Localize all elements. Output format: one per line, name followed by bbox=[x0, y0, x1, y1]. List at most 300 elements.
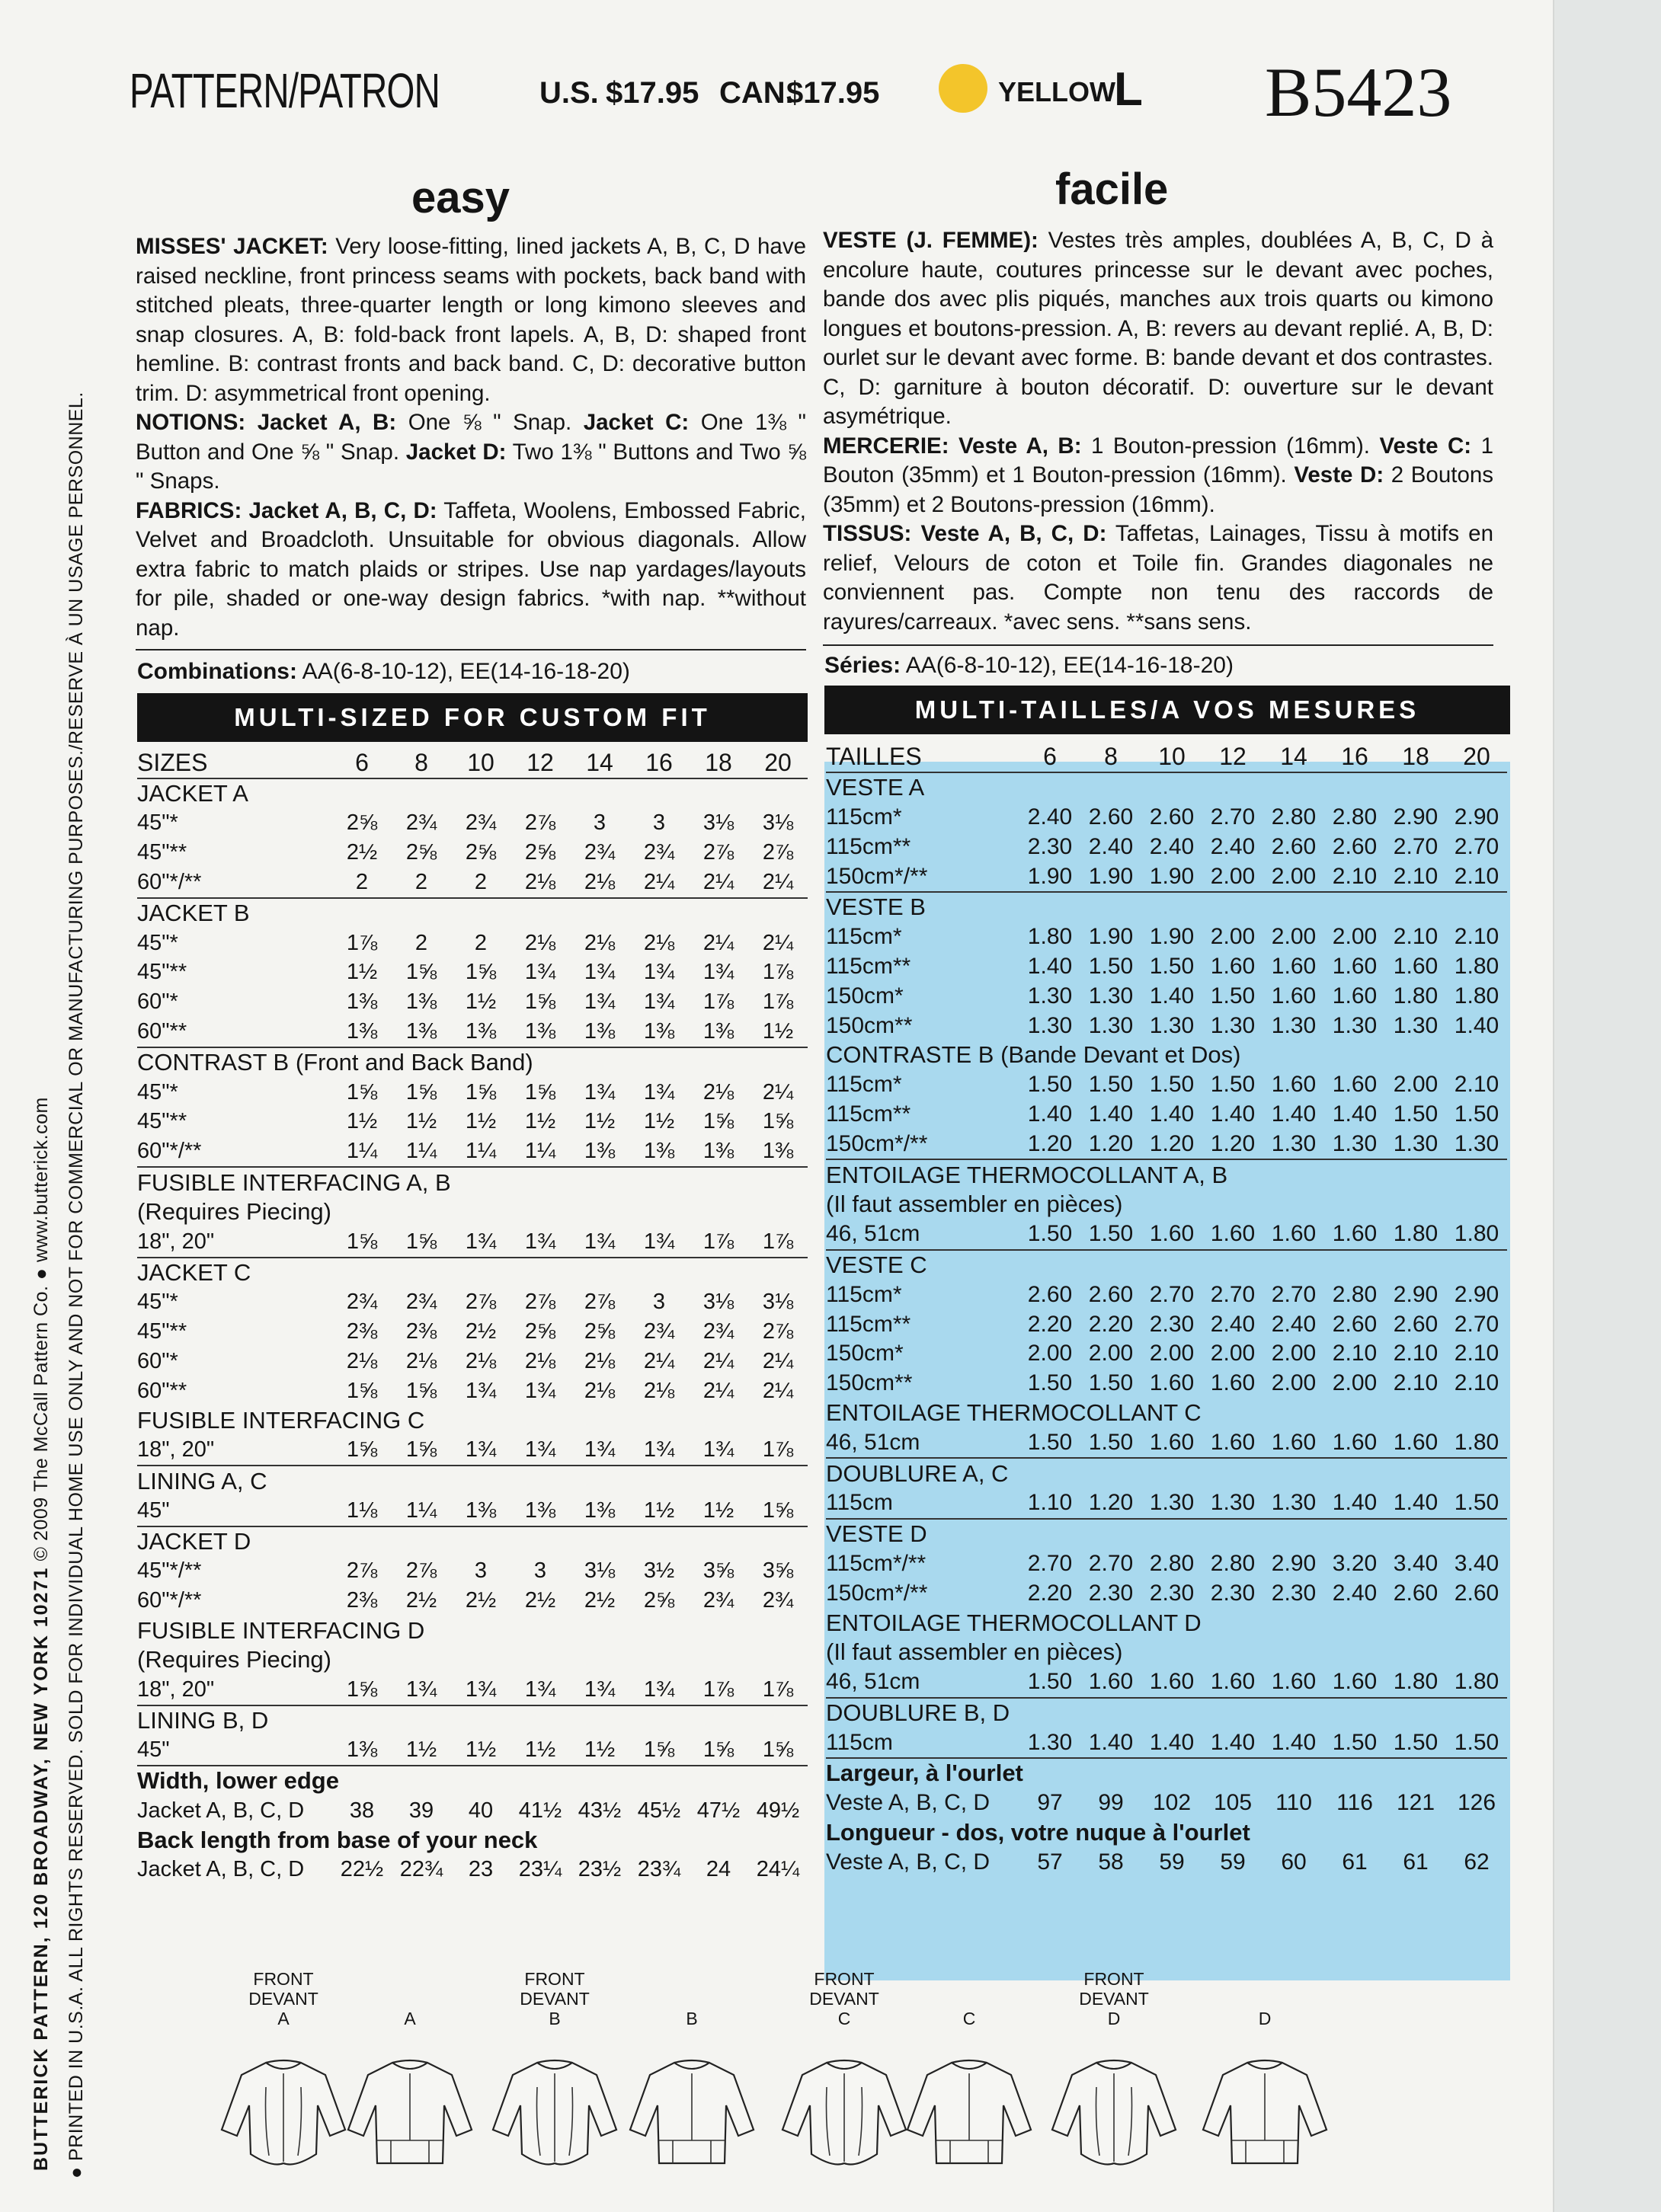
measure-value: 23½ bbox=[578, 1857, 622, 1882]
yardage-value: 1.40 bbox=[1149, 1101, 1195, 1127]
yardage-value: 2⅜ bbox=[346, 1588, 378, 1613]
yardage-value: 1¼ bbox=[346, 1139, 378, 1164]
yardage-value: 2.00 bbox=[1149, 1341, 1195, 1367]
fabric-width: 45"** bbox=[137, 960, 187, 985]
yardage-value: 2.30 bbox=[1149, 1580, 1195, 1606]
yardage-value: 2.90 bbox=[1454, 804, 1499, 830]
table-row bbox=[826, 1309, 1507, 1339]
yardage-value: 3 bbox=[533, 1558, 547, 1584]
yardage-value: 1⅝ bbox=[346, 1229, 378, 1254]
table-row bbox=[137, 1496, 808, 1526]
yardage-table-fr bbox=[826, 742, 1507, 1877]
group-title-row bbox=[826, 1040, 1507, 1070]
yardage-value: 2⅛ bbox=[465, 1348, 497, 1373]
yardage-value: 2¼ bbox=[643, 870, 675, 895]
yardage-value: 2.70 bbox=[1027, 1550, 1073, 1576]
view-front: FRONT bbox=[253, 1969, 314, 1989]
table-row bbox=[826, 1070, 1507, 1100]
yardage-value: 1.60 bbox=[1149, 1429, 1195, 1455]
yardage-value: 1¾ bbox=[524, 1677, 556, 1702]
page-right-edge bbox=[1553, 0, 1661, 2212]
divider bbox=[136, 649, 806, 650]
yardage-value: 2⅞ bbox=[584, 1290, 616, 1315]
yardage-value: 2.70 bbox=[1271, 1281, 1317, 1307]
yardage-value: 1.60 bbox=[1149, 1370, 1195, 1396]
fabric-width: 45"* bbox=[137, 930, 178, 955]
yardage-value: 1¾ bbox=[584, 1437, 616, 1462]
fabric-width: 150cm** bbox=[826, 1370, 913, 1396]
view-label bbox=[923, 2009, 1015, 2028]
table-row bbox=[826, 1219, 1507, 1250]
group-subtitle: (Requires Piecing) bbox=[137, 1198, 331, 1226]
yardage-value: 1.60 bbox=[1210, 1221, 1256, 1247]
group-title: VESTE A bbox=[826, 772, 1507, 803]
yardage-value: 2¼ bbox=[702, 870, 734, 895]
yardage-value: 1½ bbox=[465, 1109, 497, 1134]
size-header: 18 bbox=[705, 748, 732, 776]
yardage-value: 1.80 bbox=[1393, 1669, 1439, 1695]
yardage-value: 2.70 bbox=[1088, 1550, 1134, 1576]
yardage-value: 1.60 bbox=[1149, 1669, 1195, 1695]
yardage-value: 1.20 bbox=[1027, 1130, 1073, 1156]
measure-title-row bbox=[826, 1818, 1507, 1848]
yardage-value: 1¾ bbox=[584, 960, 616, 985]
yardage-value: 3.40 bbox=[1454, 1550, 1499, 1576]
measure-value: 47½ bbox=[696, 1798, 741, 1823]
yardage-value: 2⅛ bbox=[584, 1348, 616, 1373]
yardage-value: 1½ bbox=[465, 1737, 497, 1763]
yardage-value: 1.20 bbox=[1210, 1130, 1256, 1156]
yardage-value: 1¾ bbox=[524, 1437, 556, 1462]
yardage-value: 1.50 bbox=[1454, 1101, 1499, 1127]
yardage-value: 2.40 bbox=[1149, 833, 1195, 859]
yardage-value: 1⅞ bbox=[702, 1229, 734, 1254]
measure-value: 59 bbox=[1220, 1849, 1246, 1875]
yardage-value: 1½ bbox=[702, 1498, 734, 1523]
measure-label: Jacket A, B, C, D bbox=[137, 1857, 305, 1882]
yardage-value: 1.30 bbox=[1149, 1490, 1195, 1516]
yardage-value: 2¼ bbox=[702, 1378, 734, 1403]
yardage-value: 2½ bbox=[346, 840, 378, 865]
yardage-value: 3⅛ bbox=[762, 810, 794, 836]
yardage-value: 1.30 bbox=[1332, 1012, 1378, 1038]
fabric-width: 115cm* bbox=[826, 804, 902, 830]
yardage-value: 2.60 bbox=[1393, 1580, 1439, 1606]
measure-value: 59 bbox=[1159, 1849, 1185, 1875]
yardage-value: 1.50 bbox=[1027, 1370, 1073, 1396]
view-label bbox=[1219, 2009, 1311, 2028]
size-header: 16 bbox=[645, 748, 673, 776]
fabric-width: 115cm** bbox=[826, 833, 911, 859]
yardage-value: 2⅛ bbox=[584, 870, 616, 895]
table-row bbox=[137, 1435, 808, 1466]
combinations-label: Combinations: bbox=[137, 659, 297, 684]
yardage-value: 1.80 bbox=[1454, 983, 1499, 1009]
view-front: FRONT bbox=[1083, 1969, 1144, 1989]
yardage-value: 1⅜ bbox=[584, 1139, 616, 1164]
measure-value: 43½ bbox=[578, 1798, 622, 1823]
notions-ab-label: Veste A, B: bbox=[949, 433, 1082, 459]
measure-row bbox=[137, 1796, 808, 1826]
group-title: JACKET A bbox=[137, 778, 808, 809]
size-header: 16 bbox=[1341, 742, 1368, 770]
table-row bbox=[137, 1078, 808, 1108]
yardage-value: 2⅞ bbox=[465, 1290, 497, 1315]
side-legal-text: BUTTERICK PATTERN, 120 BROADWAY, NEW YORK 10271 © 2009 The McCall Pattern Co. ● www.butterick.com bbox=[30, 1097, 52, 2171]
desc-label: MISSES' JACKET: bbox=[136, 234, 328, 259]
yardage-value: 1¾ bbox=[702, 1437, 734, 1462]
yardage-value: 3⅛ bbox=[702, 810, 734, 836]
yardage-value: 2.10 bbox=[1454, 1370, 1499, 1396]
yardage-value: 1⅝ bbox=[405, 1378, 437, 1403]
yardage-value: 2.40 bbox=[1210, 833, 1256, 859]
yardage-value: 1.90 bbox=[1088, 924, 1134, 950]
group-subtitle: (Il faut assembler en pièces) bbox=[826, 1638, 1123, 1666]
yardage-value: 2¼ bbox=[762, 930, 794, 955]
yardage-value: 3 bbox=[593, 810, 606, 836]
yardage-value: 2⅞ bbox=[524, 810, 556, 836]
measure-value: 23¼ bbox=[518, 1857, 562, 1882]
yardage-value: 1¼ bbox=[405, 1139, 437, 1164]
measure-value: 58 bbox=[1098, 1849, 1124, 1875]
group-title: CONTRASTE B (Bande Devant et Dos) bbox=[826, 1041, 1241, 1069]
yardage-value: 2¼ bbox=[702, 1348, 734, 1373]
yardage-value: 1.90 bbox=[1088, 863, 1134, 889]
fabric-width: 115cm** bbox=[826, 1311, 911, 1337]
yardage-value: 1.80 bbox=[1393, 1221, 1439, 1247]
combinations-value: AA(6-8-10-12), EE(14-16-18-20) bbox=[901, 653, 1234, 678]
yardage-value: 1¾ bbox=[465, 1229, 497, 1254]
measure-value: 38 bbox=[349, 1798, 375, 1823]
measure-value: 23 bbox=[468, 1857, 494, 1882]
size-header: 10 bbox=[467, 748, 494, 776]
view-letter: D bbox=[1258, 2009, 1272, 2028]
measure-value: 121 bbox=[1396, 1790, 1435, 1816]
yardage-value: 2.40 bbox=[1271, 1311, 1317, 1337]
group-sub-row bbox=[137, 1197, 808, 1227]
measure-title: Back length from base of your neck bbox=[137, 1827, 538, 1854]
yardage-value: 1.20 bbox=[1088, 1130, 1134, 1156]
size-header: 10 bbox=[1158, 742, 1186, 770]
group-title-row bbox=[137, 1466, 808, 1496]
yardage-value: 1.40 bbox=[1149, 1729, 1195, 1755]
yardage-value: 2⅞ bbox=[762, 1319, 794, 1344]
measure-value: 62 bbox=[1464, 1849, 1490, 1875]
side-rights: PRINTED IN U.S.A. ALL RIGHTS RESERVED. SOLD FOR INDIVIDUAL HOME USE ONLY AND NOT FOR COMMERCIAL OR MANUFACTURING PURPOSES./RESERVE À UN USAGE PERSONNEL. bbox=[66, 392, 87, 2161]
group-sub-row bbox=[826, 1190, 1507, 1219]
measure-value: 24¼ bbox=[756, 1857, 800, 1882]
yardage-value: 1.90 bbox=[1027, 863, 1073, 889]
yardage-value: 1⅞ bbox=[702, 989, 734, 1015]
yardage-value: 2.30 bbox=[1149, 1311, 1195, 1337]
yardage-value: 1.50 bbox=[1393, 1729, 1439, 1755]
yardage-value: 2.70 bbox=[1210, 1281, 1256, 1307]
yardage-value: 3⅝ bbox=[702, 1558, 734, 1584]
yardage-value: 1⅝ bbox=[405, 1229, 437, 1254]
yardage-value: 1.30 bbox=[1271, 1012, 1317, 1038]
view-label bbox=[798, 1969, 890, 2028]
measure-value: 40 bbox=[468, 1798, 494, 1823]
yardage-value: 1½ bbox=[465, 989, 497, 1015]
yardage-value: 2⅝ bbox=[346, 810, 378, 836]
difficulty-fr: facile bbox=[1055, 165, 1169, 214]
yardage-value: 1⅜ bbox=[405, 989, 437, 1015]
description-en bbox=[136, 232, 806, 643]
yardage-value: 2.60 bbox=[1088, 804, 1134, 830]
yardage-value: 1.50 bbox=[1088, 953, 1134, 979]
yardage-value: 1¾ bbox=[524, 960, 556, 985]
side-legal-text-2: ● PRINTED IN U.S.A. ALL RIGHTS RESERVED. SOLD FOR INDIVIDUAL HOME USE ONLY AND NOT FOR COMMERCIAL OR MANUFACTURING PURPOSES./RESERVE À UN USAGE PERSONNEL. bbox=[66, 392, 87, 2178]
yardage-value: 2.10 bbox=[1332, 1341, 1378, 1367]
yardage-value: 1.60 bbox=[1088, 1669, 1134, 1695]
yardage-value: 1.20 bbox=[1088, 1490, 1134, 1516]
fabrics-text: Taffeta, Woolens, Embossed Fabric, Velvet and Broadcloth. Unsuitable for obvious diagonals. Allow extra fabric to match plaids or stripes. Use nap yardages/layouts for pile, shaded or one-way design fabrics. *with nap. **without nap. bbox=[136, 497, 806, 641]
fabric-width: 45"** bbox=[137, 1109, 187, 1134]
fabric-width: 150cm*/** bbox=[826, 1580, 928, 1606]
yardage-value: 1⅝ bbox=[346, 1677, 378, 1702]
jacket-sketch-icon bbox=[779, 2057, 909, 2171]
us-label: U.S. bbox=[539, 76, 599, 110]
yardage-value: 1.30 bbox=[1210, 1012, 1256, 1038]
yardage-value: 1.50 bbox=[1393, 1101, 1439, 1127]
desc-text: Vestes très amples, doublées A, B, C, D à encolure haute, coutures princesse sur le devant avec poches, bande dos avec plis piqués, manches aux trois quarts ou kimono longues et boutons-pression. A, B: revers au devant replié. A, B, D: ourlet sur le devant avec forme. B: bande devant et dos contrastes. C, D: garniture à bouton décoratif. D: ouverture sur le devant asymétrique. bbox=[823, 228, 1493, 429]
yardage-value: 1.60 bbox=[1210, 1370, 1256, 1396]
yardage-value: 2.00 bbox=[1027, 1341, 1073, 1367]
group-title-row bbox=[137, 1167, 808, 1197]
yardage-value: 1.30 bbox=[1027, 1012, 1073, 1038]
yardage-value: 1.50 bbox=[1088, 1221, 1134, 1247]
yardage-value: 2⅛ bbox=[524, 870, 556, 895]
yardage-value: 1.20 bbox=[1149, 1130, 1195, 1156]
view-letter: D bbox=[1107, 2009, 1121, 2028]
yardage-value: 2⅛ bbox=[405, 1348, 437, 1373]
fabric-width: 60"** bbox=[137, 1378, 187, 1403]
group-title-row bbox=[137, 1406, 808, 1436]
table-row bbox=[826, 1280, 1507, 1309]
yardage-value: 1.30 bbox=[1271, 1490, 1317, 1516]
table-row bbox=[826, 1011, 1507, 1040]
notions-c-label: Veste C: bbox=[1369, 433, 1472, 459]
yardage-value: 1.40 bbox=[1149, 983, 1195, 1009]
yardage-value: 2.80 bbox=[1149, 1550, 1195, 1576]
fabric-width: 46, 51cm bbox=[826, 1429, 920, 1455]
notions-c: One 1⅜ " Button and One ⅝ " Snap. bbox=[136, 410, 806, 465]
yardage-value: 2.00 bbox=[1271, 924, 1317, 950]
yardage-value: 2.70 bbox=[1454, 833, 1499, 859]
yardage-value: 2⅝ bbox=[524, 1319, 556, 1344]
yardage-value: 1¾ bbox=[584, 1229, 616, 1254]
yardage-value: 1¾ bbox=[405, 1677, 437, 1702]
yardage-value: 1.30 bbox=[1332, 1130, 1378, 1156]
yardage-value: 2.70 bbox=[1149, 1281, 1195, 1307]
fabric-width: 115cm** bbox=[826, 953, 911, 979]
yardage-value: 1¾ bbox=[524, 1229, 556, 1254]
yardage-value: 2.70 bbox=[1393, 833, 1439, 859]
yardage-value: 1⅜ bbox=[405, 1019, 437, 1044]
measure-value: 102 bbox=[1152, 1790, 1192, 1816]
group-title-row bbox=[826, 1519, 1507, 1549]
measure-value: 41½ bbox=[518, 1798, 562, 1823]
yardage-value: 2.30 bbox=[1271, 1580, 1317, 1606]
group-title: VESTE B bbox=[826, 892, 1507, 922]
yardage-value: 3⅛ bbox=[762, 1290, 794, 1315]
jacket-sketch-icon bbox=[1049, 2057, 1179, 2171]
table-row bbox=[137, 1586, 808, 1616]
yardage-value: 2.30 bbox=[1088, 1580, 1134, 1606]
yardage-value: 3½ bbox=[643, 1558, 675, 1584]
yardage-value: 1¾ bbox=[465, 1677, 497, 1702]
yardage-value: 3.20 bbox=[1332, 1550, 1378, 1576]
can-price: $17.95 bbox=[786, 76, 880, 110]
notions-c: 1 Bouton (35mm) et 1 Bouton-pression (16mm). bbox=[823, 433, 1493, 487]
measure-value: 99 bbox=[1098, 1790, 1124, 1816]
fabric-width: 45"** bbox=[137, 840, 187, 865]
yardage-value: 1.60 bbox=[1271, 953, 1317, 979]
yardage-value: 2.10 bbox=[1393, 924, 1439, 950]
measure-label: Veste A, B, C, D bbox=[826, 1790, 991, 1816]
yardage-value: 2¼ bbox=[762, 1079, 794, 1104]
notions-ab-label: Jacket A, B: bbox=[245, 410, 397, 435]
side-website: www.butterick.com bbox=[30, 1097, 52, 1263]
yardage-value: 2.00 bbox=[1210, 1341, 1256, 1367]
notions-c-label: Jacket C: bbox=[571, 410, 690, 435]
combinations-value: AA(6-8-10-12), EE(14-16-18-20) bbox=[297, 659, 630, 684]
fabric-width: 46, 51cm bbox=[826, 1221, 920, 1247]
table-row bbox=[826, 1667, 1507, 1698]
yardage-value: 1⅞ bbox=[762, 1677, 794, 1702]
table-row bbox=[826, 981, 1507, 1011]
group-title-row bbox=[826, 892, 1507, 922]
yardage-value: 2.00 bbox=[1088, 1341, 1134, 1367]
group-title-row bbox=[826, 1398, 1507, 1428]
table-row bbox=[137, 1675, 808, 1705]
yardage-value: 2⅛ bbox=[524, 1348, 556, 1373]
yardage-value: 1½ bbox=[524, 1737, 556, 1763]
yardage-value: 2.00 bbox=[1393, 1072, 1439, 1098]
fabric-width: 45"* bbox=[137, 1290, 178, 1315]
yardage-value: 1.50 bbox=[1149, 953, 1195, 979]
notions-label: MERCERIE: bbox=[823, 433, 949, 459]
sizes-row bbox=[826, 742, 1507, 772]
yardage-value: 2 bbox=[474, 870, 488, 895]
size-header: 8 bbox=[1104, 742, 1118, 770]
yardage-value: 1.60 bbox=[1149, 1221, 1195, 1247]
jacket-sketch-icon bbox=[490, 2057, 619, 2171]
view-letter: A bbox=[277, 2009, 290, 2028]
yardage-value: 2.60 bbox=[1454, 1580, 1499, 1606]
size-header: 12 bbox=[526, 748, 554, 776]
group-title: ENTOILAGE THERMOCOLLANT A, B bbox=[826, 1159, 1507, 1190]
size-header: 8 bbox=[414, 748, 428, 776]
measure-value: 23¾ bbox=[637, 1857, 681, 1882]
view-front: FRONT bbox=[524, 1969, 585, 1989]
yardage-value: 1⅝ bbox=[762, 1109, 794, 1134]
yardage-value: 1⅝ bbox=[465, 1079, 497, 1104]
yardage-value: 2⅝ bbox=[465, 840, 497, 865]
group-title-row bbox=[826, 1608, 1507, 1638]
size-header: 6 bbox=[1043, 742, 1057, 770]
yardage-value: 1⅜ bbox=[465, 1498, 497, 1523]
measure-title-row bbox=[137, 1766, 808, 1796]
size-header: 18 bbox=[1402, 742, 1429, 770]
fabric-width: 18", 20" bbox=[137, 1677, 215, 1702]
yardage-value: 1⅝ bbox=[643, 1737, 675, 1763]
view-devant: DEVANT bbox=[1079, 1989, 1149, 2009]
combinations-label: Séries: bbox=[824, 653, 901, 678]
view-letter: B bbox=[686, 2009, 698, 2028]
yardage-value: 1⅜ bbox=[465, 1019, 497, 1044]
measure-row bbox=[826, 1847, 1507, 1877]
yardage-value: 2.40 bbox=[1210, 1311, 1256, 1337]
group-title: LINING A, C bbox=[137, 1466, 808, 1496]
fabrics-text: Taffetas, Lainages, Tissu à motifs en relief, Velours de coton et Toile fin. Grandes diagonales ne conviennent pas. Compte non tenu des raccords de rayures/carreaux. *avec sens. **sans sens. bbox=[823, 521, 1493, 635]
color-dot-icon bbox=[939, 64, 987, 113]
measure-value: 57 bbox=[1037, 1849, 1063, 1875]
group-title: FUSIBLE INTERFACING D bbox=[137, 1616, 425, 1644]
yardage-value: 2.20 bbox=[1027, 1580, 1073, 1606]
yardage-value: 1⅝ bbox=[346, 1378, 378, 1403]
table-row bbox=[826, 1100, 1507, 1130]
yardage-value: 1⅜ bbox=[702, 1019, 734, 1044]
yardage-value: 2⅝ bbox=[584, 1319, 616, 1344]
group-title: VESTE D bbox=[826, 1519, 1507, 1549]
yardage-value: 1⅜ bbox=[346, 989, 378, 1015]
fabric-width: 60"*/** bbox=[137, 1139, 202, 1164]
measure-value: 22¾ bbox=[399, 1857, 443, 1882]
yardage-value: 2⅞ bbox=[524, 1290, 556, 1315]
measure-value: 110 bbox=[1275, 1790, 1312, 1816]
measure-value: 126 bbox=[1457, 1790, 1496, 1816]
yardage-value: 2.00 bbox=[1332, 1370, 1378, 1396]
fabrics-label: TISSUS: Veste A, B, C, D: bbox=[823, 521, 1107, 546]
yardage-value: 2½ bbox=[524, 1588, 556, 1613]
measure-value: 61 bbox=[1342, 1849, 1368, 1875]
size-header: 14 bbox=[586, 748, 613, 776]
fabric-width: 45"** bbox=[137, 1319, 187, 1344]
notions-d: 2 Boutons (35mm) et 2 Boutons-pression (16mm). bbox=[823, 462, 1494, 517]
view-devant: DEVANT bbox=[520, 1989, 590, 2009]
yardage-value: 1.40 bbox=[1210, 1101, 1256, 1127]
measure-value: 97 bbox=[1037, 1790, 1063, 1816]
yardage-value: 1¾ bbox=[643, 1079, 675, 1104]
yardage-value: 1.30 bbox=[1088, 983, 1134, 1009]
group-title-row bbox=[137, 778, 808, 809]
yardage-value: 1.60 bbox=[1271, 983, 1317, 1009]
us-price: $17.95 bbox=[606, 76, 699, 110]
table-row bbox=[826, 1339, 1507, 1369]
yardage-value: 1½ bbox=[346, 1109, 378, 1134]
yardage-value: 2⅜ bbox=[405, 1319, 437, 1344]
yardage-value: 3⅛ bbox=[584, 1558, 616, 1584]
view-devant: DEVANT bbox=[248, 1989, 318, 2009]
group-subtitle: (Il faut assembler en pièces) bbox=[826, 1191, 1123, 1218]
yardage-value: 2.70 bbox=[1210, 804, 1256, 830]
price-code-letter: L bbox=[1114, 63, 1143, 116]
yardage-value: 1⅜ bbox=[524, 1498, 556, 1523]
fabrics-label: FABRICS: Jacket A, B, C, D: bbox=[136, 497, 437, 523]
yardage-value: 2¾ bbox=[405, 1290, 437, 1315]
jacket-sketch-icon bbox=[904, 2057, 1034, 2171]
yardage-value: 1⅜ bbox=[346, 1019, 378, 1044]
table-row bbox=[137, 929, 808, 958]
yardage-value: 1.50 bbox=[1027, 1669, 1073, 1695]
yardage-value: 1.30 bbox=[1454, 1130, 1499, 1156]
yardage-value: 1½ bbox=[584, 1109, 616, 1134]
group-title-row bbox=[137, 1258, 808, 1288]
yardage-value: 2⅜ bbox=[346, 1319, 378, 1344]
yardage-value: 2⅞ bbox=[405, 1558, 437, 1584]
yardage-value: 1¼ bbox=[524, 1139, 556, 1164]
